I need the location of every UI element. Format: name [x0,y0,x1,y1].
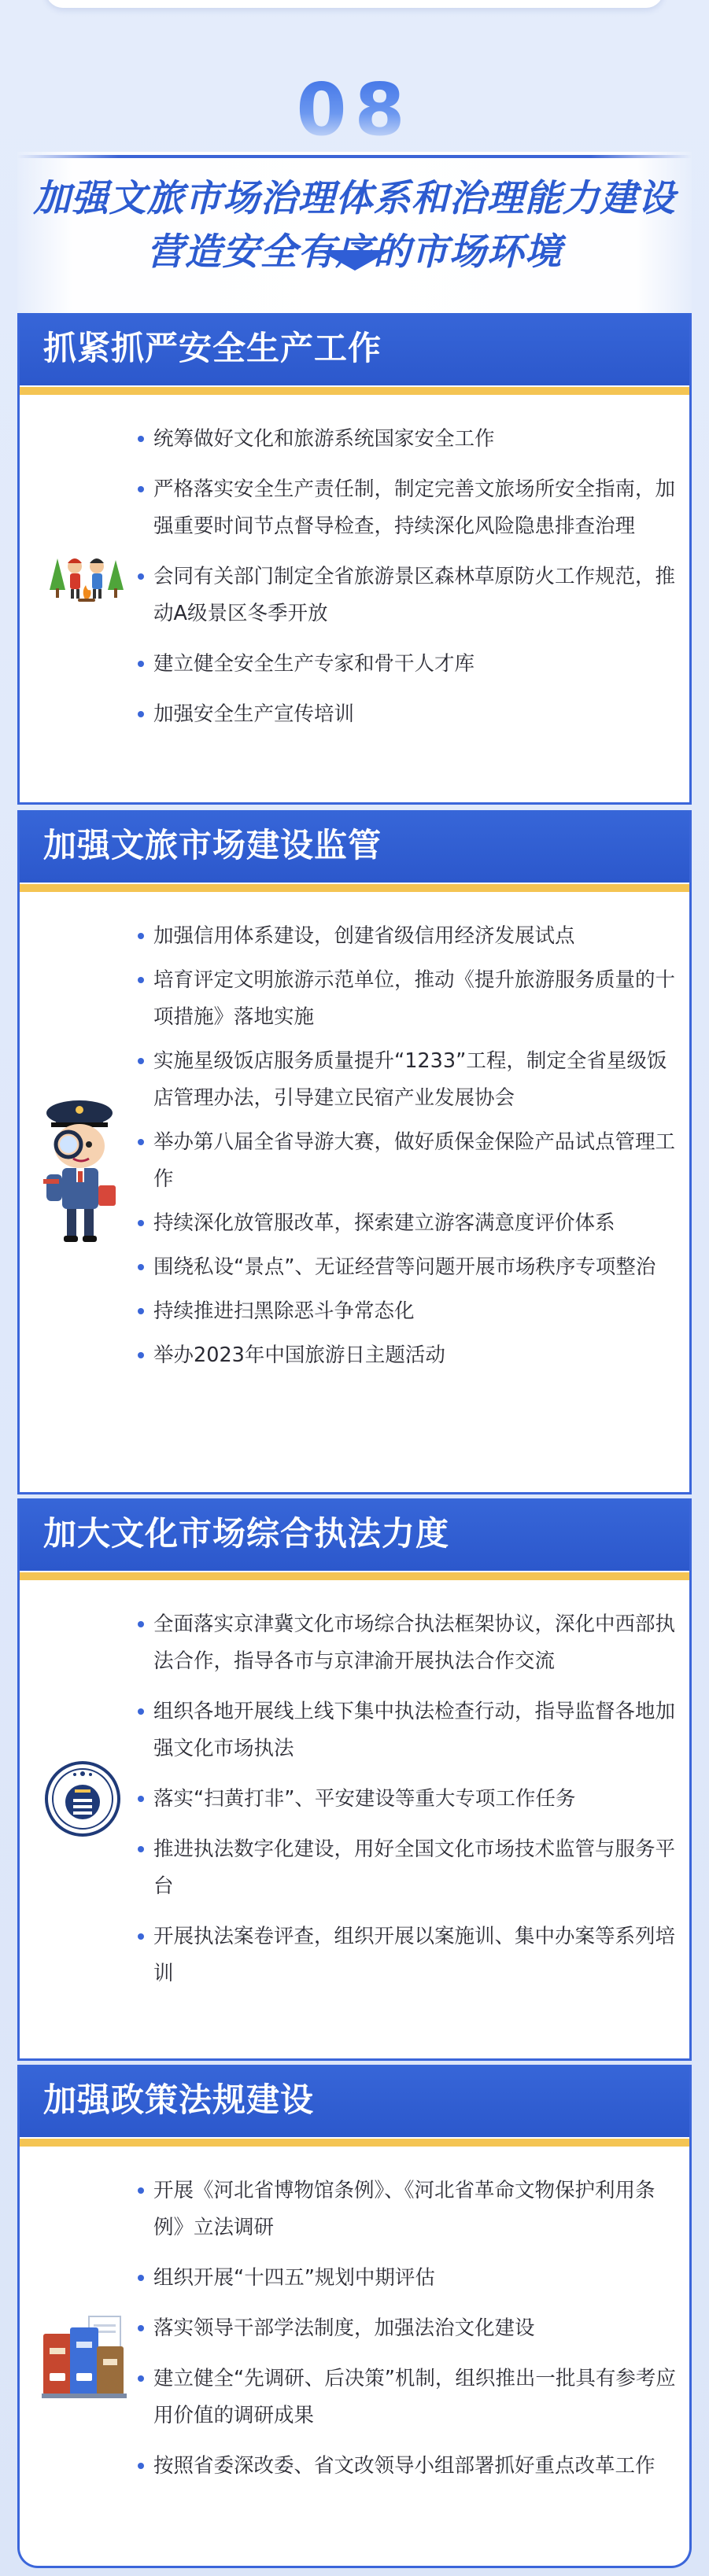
list-item: 组织开展“十四五”规划中期评估 [138,2260,677,2297]
document-folders-icon [42,2310,128,2405]
law-enforcement-badge-icon [43,1760,122,1838]
section-hero [0,63,709,299]
section-header [20,810,689,883]
section-title: 加强政策法规建设 [43,2080,315,2119]
list-item: 会同有关部门制定全省旅游景区森林草原防火工作规范，推动A级景区冬季开放 [138,558,677,632]
down-arrow-icon [319,250,391,271]
headline-banner [17,152,692,329]
police-officer-magnifier-icon [42,1091,120,1248]
section-policy-regulation [17,2065,692,2568]
list-item: 开展执法案卷评查，组织开展以案施训、集中办案等系列培训 [138,1918,677,1992]
list-item: 举办第八届全省导游大赛，做好质保金保险产品试点管理工作 [138,1124,677,1198]
list-item: 实施星级饭店服务质量提升“1233”工程，制定全省星级饭店管理办法，引导建立民宿产业发展协会 [138,1043,677,1117]
section-header [20,313,689,385]
list-item: 严格落实安全生产责任制，制定完善文旅场所安全指南，加强重要时间节点督导检查，持续深化风险隐患排查治理 [138,471,677,545]
section-law-enforcement [17,1498,692,2061]
list-item: 建立健全安全生产专家和骨干人才库 [138,646,677,683]
list-item: 加强信用体系建设，创建省级信用经济发展试点 [138,918,677,955]
list-item: 统筹做好文化和旅游系统国家安全工作 [138,421,677,458]
section-title: 加大文化市场综合执法力度 [43,1514,450,1553]
section-title: 加强文旅市场建设监管 [43,826,382,864]
item-list [138,2172,677,2485]
campfire-kids-icon [42,543,128,606]
list-item: 持续推进扫黑除恶斗争常态化 [138,1293,677,1330]
list-item: 培育评定文明旅游示范单位，推动《提升旅游服务质量的十项措施》落地实施 [138,962,677,1036]
list-item: 推进执法数字化建设，用好全国文化市场技术监管与服务平台 [138,1831,677,1905]
item-list [138,918,677,1374]
list-item: 开展《河北省博物馆条例》、《河北省革命文物保护利用条例》立法调研 [138,2172,677,2246]
section-title: 抓紧抓严安全生产工作 [43,329,382,367]
list-item: 落实“扫黄打非”、平安建设等重大专项工作任务 [138,1781,677,1818]
item-list [138,1606,677,1992]
item-list [138,421,677,733]
list-item: 全面落实京津冀文化市场综合执法框架协议，深化中西部执法合作，指导各市与京津渝开展执法合作交流 [138,1606,677,1680]
list-item: 落实领导干部学法制度，加强法治文化建设 [138,2310,677,2347]
section-header [20,2065,689,2137]
list-item: 按照省委深改委、省文改领导小组部署抓好重点改革工作 [138,2448,677,2485]
section-market-supervision [17,810,692,1494]
list-item: 持续深化放管服改革，探索建立游客满意度评价体系 [138,1205,677,1242]
section-number: 08 [0,74,709,146]
list-item: 加强安全生产宣传培训 [138,696,677,733]
previous-section-card-edge [46,0,663,8]
list-item: 组织各地开展线上线下集中执法检查行动，指导监督各地加强文化市场执法 [138,1693,677,1767]
section-safety [17,313,692,805]
headline-line-1: 加强文旅市场治理体系和治理能力建设 [33,177,676,220]
list-item: 举办2023年中国旅游日主题活动 [138,1337,677,1374]
headline-line-2: 营造安全有序的市场环境 [146,230,563,274]
section-header [20,1498,689,1571]
list-item: 建立健全“先调研、后决策”机制，组织推出一批具有参考应用价值的调研成果 [138,2360,677,2434]
list-item: 围绕私设“景点”、无证经营等问题开展市场秩序专项整治 [138,1249,677,1286]
